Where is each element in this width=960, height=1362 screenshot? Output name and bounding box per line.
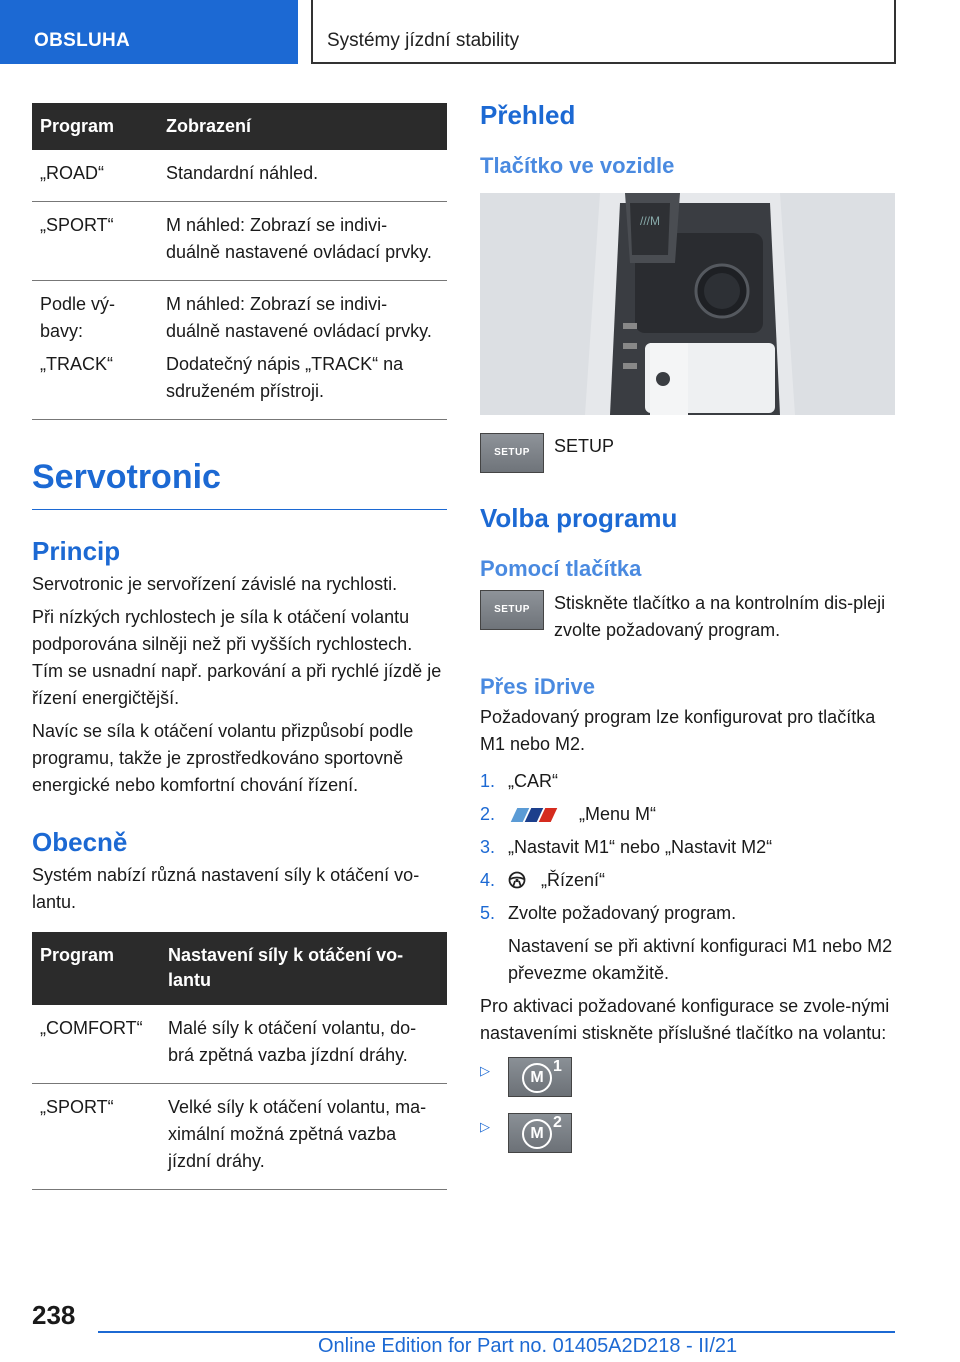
header-chapter-label: Systémy jízdní stability <box>327 30 520 51</box>
header-section-tab <box>0 0 298 64</box>
step-text: „Řízení“ <box>541 870 606 890</box>
header-chapter-box <box>311 0 896 64</box>
table-row <box>32 1083 447 1189</box>
step-text: „CAR“ <box>508 771 558 791</box>
obecne-text: Systém nabízí různá nastavení síly k otáčení vo-lantu. <box>32 865 420 913</box>
table-cell-setting: Malé síly k otáčení volantu, do-brá zpětná vazba jízdní dráhy. <box>160 1005 447 1084</box>
princip-text <box>32 571 447 799</box>
table-cell-display <box>158 150 447 202</box>
table-row <box>32 150 447 202</box>
list-item <box>480 834 895 861</box>
cell-text: Standardní náhled. <box>166 163 319 184</box>
table-cell-program: „SPORT“ <box>32 202 158 281</box>
pomoci-title: Pomocí tlačítka <box>480 556 642 581</box>
m-menu-icon <box>508 808 564 822</box>
volba-title: Volba programu <box>480 503 678 533</box>
table-header-cell: Zobrazení <box>158 103 447 150</box>
table-header-cell: Program <box>32 932 160 1004</box>
cell-text: „TRACK“ <box>40 354 113 375</box>
paragraph: Servotronic je servořízení závislé na rychlosti. <box>32 574 398 595</box>
button-in-vehicle-title: Tlačítko ve vozidle <box>480 153 675 178</box>
table-header-row <box>32 103 447 150</box>
svg-text:///M: ///M <box>640 214 660 228</box>
steering-force-table <box>32 932 447 1189</box>
bullet-triangle-icon: ▷ <box>480 1063 490 1078</box>
step-text: „Menu M“ <box>579 804 657 824</box>
paragraph: Navíc se síla k otáčení volantu přizpůsobí podle programu, takže je zprostředkováno sportovně energické nebo komfortní chování řízení. <box>32 721 414 796</box>
step-number: 1. <box>480 771 496 791</box>
center-console-image <box>480 193 895 415</box>
m1-button-icon <box>508 1057 572 1097</box>
center-console-illustration <box>480 193 895 415</box>
bullet-triangle-icon: ▷ <box>480 1119 490 1134</box>
page-number: 238 <box>32 1300 76 1330</box>
pomoci-text: Stiskněte tlačítko a na kontrolním dis-pleji zvolte požadovaný program. <box>554 593 886 640</box>
cell-text: Dodatečný nápis „TRACK“ na sdruženém přístroji. <box>166 354 404 402</box>
idrive-steps <box>480 768 895 927</box>
m-number: 1 <box>553 1058 562 1075</box>
m2-button-icon <box>508 1113 572 1153</box>
table-cell-program: „COMFORT“ <box>32 1005 160 1084</box>
table-cell-program <box>32 281 158 420</box>
activation-text: Pro aktivaci požadované konfigurace se zvole-nými nastaveními stiskněte příslušné tlačítko na volantu: <box>480 996 890 1043</box>
step5-note: Nastavení se při aktivní konfiguraci M1 nebo M2 převezme okamžitě. <box>508 936 893 983</box>
setup-label: SETUP <box>554 436 615 456</box>
paragraph: Při nízkých rychlostech je síla k otáčení volantu podporována silněji než při vyšších rychlostech. Tím se usnadní např. parkování a při rychlé jízdě je řízení energičtější. <box>32 607 442 709</box>
setup-icon-label: SETUP <box>494 604 530 615</box>
m1-row <box>480 1057 895 1097</box>
step-content <box>508 801 656 828</box>
table-cell-program: „SPORT“ <box>32 1083 160 1189</box>
princip-title: Princip <box>32 536 121 567</box>
step-text: „Nastavit M1“ nebo „Nastavit M2“ <box>508 837 773 857</box>
table-row <box>32 281 447 420</box>
step-number: 2. <box>480 804 496 824</box>
table-header-row <box>32 932 447 1004</box>
step-number: 3. <box>480 837 496 857</box>
m-letter: M <box>522 1119 552 1149</box>
idrive-title: Přes iDrive <box>480 674 595 699</box>
steering-wheel-icon <box>508 871 526 889</box>
footer-divider <box>98 1331 895 1333</box>
footer-edition: Online Edition for Part no. 01405A2D218 - II/21 <box>318 1335 738 1357</box>
table-cell-program: „ROAD“ <box>32 150 158 202</box>
setup-icon-label: SETUP <box>494 447 530 458</box>
cell-text: Podle vý-bavy: <box>40 294 116 342</box>
setup-row <box>480 433 895 473</box>
setup-button-icon <box>480 590 544 630</box>
m-letter: M <box>522 1063 552 1093</box>
table-header-cell: Nastavení síly k otáčení vo-lantu <box>160 932 447 1004</box>
prehled-title: Přehled <box>480 100 576 130</box>
step-text: Zvolte požadovaný program. <box>508 903 737 923</box>
step-content <box>508 867 605 894</box>
step-number: 5. <box>480 903 496 923</box>
step-number: 4. <box>480 870 496 890</box>
list-item <box>480 801 895 828</box>
cell-text: M náhled: Zobrazí se indivi-duálně nastavené ovládací prvky. <box>166 294 432 342</box>
pomoci-row <box>480 590 895 644</box>
table-cell-display <box>158 281 447 420</box>
left-column <box>32 103 447 1190</box>
setup-button-icon <box>480 433 544 473</box>
table-header-cell: Program <box>32 103 158 150</box>
cell-text: M náhled: Zobrazí se indivi-duálně nastavené ovládací prvky. <box>166 215 432 263</box>
obecne-title: Obecně <box>32 827 128 858</box>
right-column <box>480 100 895 1153</box>
m2-row <box>480 1113 895 1153</box>
m-number: 2 <box>553 1114 562 1131</box>
header-section-label: OBSLUHA <box>34 30 131 51</box>
servotronic-title: Servotronic <box>32 458 447 510</box>
table-cell-setting: Velké síly k otáčení volantu, ma-ximální možná zpětná vazba jízdní dráhy. <box>160 1083 447 1189</box>
program-display-table <box>32 103 447 420</box>
table-row <box>32 202 447 281</box>
table-cell-display <box>158 202 447 281</box>
list-item <box>480 768 895 795</box>
table-row <box>32 1005 447 1084</box>
idrive-text: Požadovaný program lze konfigurovat pro tlačítka M1 nebo M2. <box>480 707 876 754</box>
list-item <box>480 900 895 927</box>
list-item <box>480 867 895 894</box>
